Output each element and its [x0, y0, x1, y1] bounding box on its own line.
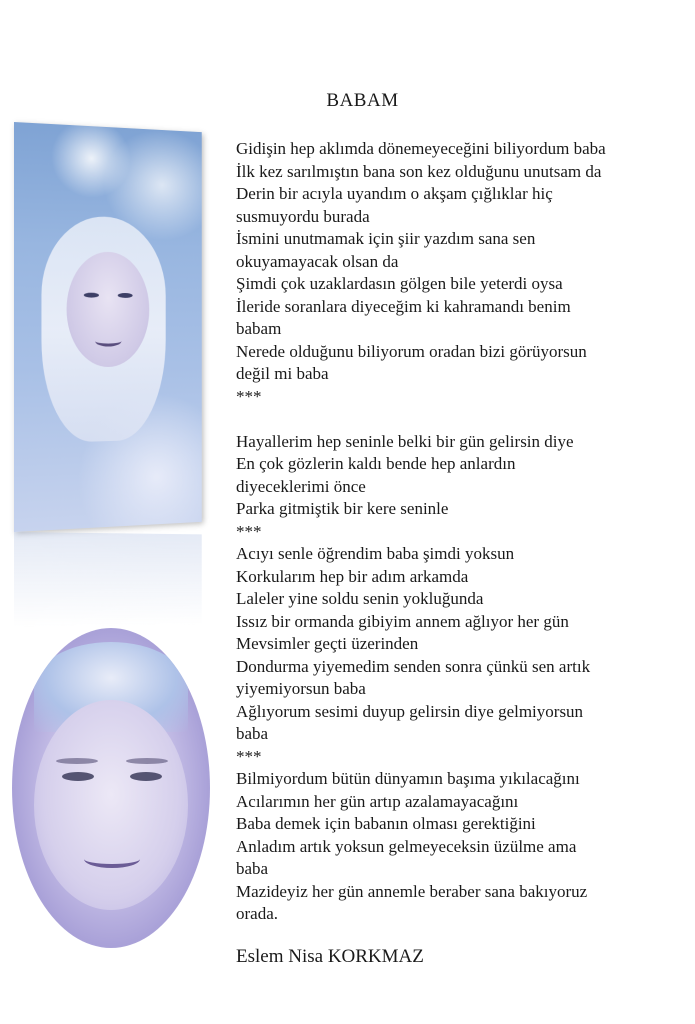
- poem-line: Gidişin hep aklımda dönemeyeceğini biliyordum baba: [236, 139, 606, 158]
- poem-line: Dondurma yiyemedim senden sonra çünkü sen artık: [236, 656, 591, 676]
- poem-line: Hayallerim hep seninle belki bir gün gelirsin diye: [236, 431, 574, 451]
- poem-line: İlk kez sarılmıştın bana son kez olduğunu unutsam da: [236, 161, 602, 181]
- poem-line: Parka gitmiştik bir kere seninle: [236, 499, 449, 518]
- poem-line: yiyemiyorsun baba: [236, 679, 366, 698]
- poem-line: okuyamayacak olsan da: [236, 251, 399, 271]
- portrait-photo-framed: [14, 122, 202, 532]
- stanza-separator: ***: [236, 386, 262, 406]
- right-eye: [118, 293, 133, 298]
- poem-line: diyeceklerimi önce: [236, 476, 366, 496]
- right-brow: [126, 758, 168, 764]
- poem-line: Laleler yine soldu senin yokluğunda: [236, 589, 484, 608]
- poem-line: değil mi baba: [236, 364, 329, 383]
- stanza-separator: ***: [236, 746, 262, 766]
- poem-line: Nerede olduğunu biliyorum oradan bizi görüyorsun: [236, 341, 587, 361]
- right-eye: [130, 772, 162, 781]
- stanza-separator: ***: [236, 521, 262, 541]
- photo-reflection: [14, 532, 202, 627]
- poem-line: Derin bir acıyla uyandım o akşam çığlıklar hiç: [236, 184, 553, 203]
- poem-line: Issız bir ormanda gibiyim annem ağlıyor her gün: [236, 611, 569, 631]
- poem-title: BABAM: [326, 90, 399, 111]
- poem-line: Bilmiyordum bütün dünyamın başıma yıkılacağını: [236, 769, 580, 788]
- poem-line: Mazideyiz her gün annemle beraber sana bakıyoruz: [236, 881, 588, 901]
- poem-line: İleride soranlara diyeceğim ki kahramandı benim: [236, 296, 571, 316]
- poem-line: baba: [236, 724, 269, 743]
- poem-line: susmuyordu burada: [236, 206, 370, 226]
- poem-line: Anladım artık yoksun gelmeyeceksin üzülme ama: [236, 836, 577, 856]
- face: [67, 251, 150, 367]
- poem-line: orada.: [236, 904, 279, 923]
- left-eye: [62, 772, 94, 781]
- poem-line: Ağlıyorum sesimi duyup gelirsin diye gelmiyorsun: [236, 701, 584, 721]
- poem-line: Korkularım hep bir adım arkamda: [236, 566, 469, 586]
- poem-body: [236, 138, 688, 926]
- poem-line: Şimdi çok uzaklardasın gölgen bile yeterdi oysa: [236, 274, 563, 293]
- portrait-photo-oval: [12, 628, 210, 948]
- poem-line: babam: [236, 319, 282, 338]
- smile: [84, 850, 140, 868]
- poem-line: [236, 408, 688, 431]
- poem-line: Acıyı senle öğrendim baba şimdi yoksun: [236, 544, 515, 563]
- smile: [95, 336, 121, 347]
- poem-author: Eslem Nisa KORKMAZ: [236, 946, 424, 967]
- poem-line: İsmini unutmamak için şiir yazdım sana sen: [236, 229, 536, 248]
- poem-line: En çok gözlerin kaldı bende hep anlardın: [236, 454, 516, 473]
- face: [34, 700, 188, 910]
- left-eye: [84, 293, 99, 298]
- left-brow: [56, 758, 98, 764]
- poem-line: Baba demek için babanın olması gerektiğini: [236, 814, 536, 833]
- poem-line: baba: [236, 859, 269, 878]
- poem-line: Mevsimler geçti üzerinden: [236, 634, 419, 653]
- poem-line: Acılarımın her gün artıp azalamayacağını: [236, 791, 519, 811]
